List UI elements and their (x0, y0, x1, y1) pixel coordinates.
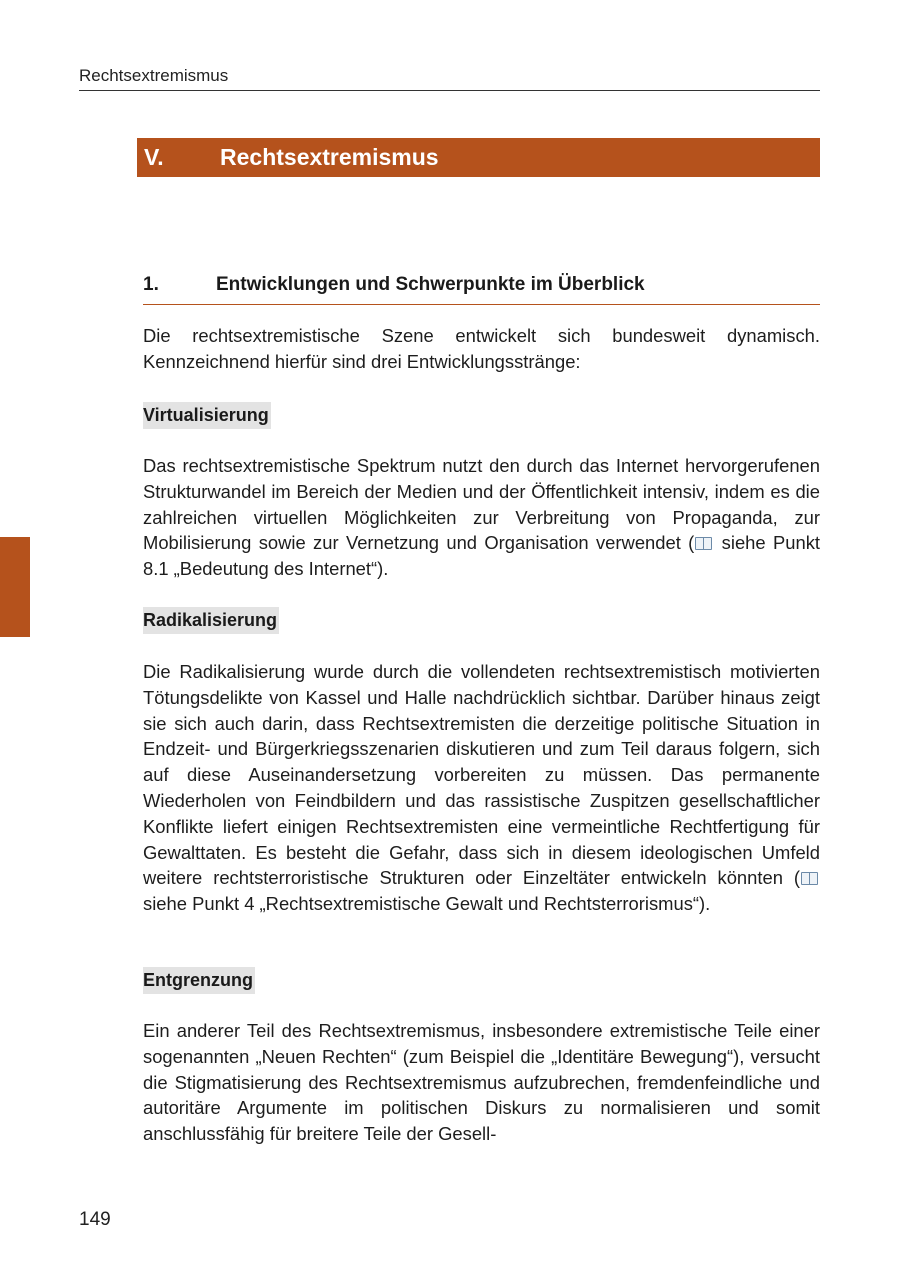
paragraph-text: Das rechtsextremistische Spektrum nutzt den durch das Internet hervorgerufenen Strukturwandel im Bereich der Medien und der Öffentlichkeit intensiv, indem es die zahlreichen virtuellen Möglichkeiten zur Verbreitung von Propaganda, zur Mobilisierung sowie zur Vernetzung und Organisation verwendet ( (143, 455, 820, 554)
header-rule (79, 90, 820, 91)
chapter-number: V. (144, 144, 164, 170)
section-title: Entwicklungen und Schwerpunkte im Überblick (216, 274, 645, 295)
chapter-title: Rechtsextremismus (220, 144, 439, 170)
paragraph-entgrenzung (143, 1018, 820, 1147)
subheading-virtualisierung: Virtualisierung (143, 402, 271, 429)
paragraph-radikalisierung (143, 659, 820, 917)
section-heading (143, 272, 820, 305)
chapter-heading-bar (137, 138, 820, 177)
page-number: 149 (79, 1209, 111, 1230)
subheading-entgrenzung: Entgrenzung (143, 967, 255, 994)
subheading-radikalisierung: Radikalisierung (143, 607, 279, 634)
chapter-side-tab (0, 537, 30, 637)
paragraph-text: Die Radikalisierung wurde durch die vollendeten rechtsextremistisch motivierten Tötungsdelikte von Kassel und Halle nachdrücklich sichtbar. Darüber hinaus zeigt sie sich auch darin, dass Rechtsextremisten die derzeitige politische Situation in Endzeit- und Bürgerkriegsszenarien diskutieren und zum Teil daraus folgern, sich auf diese Auseinandersetzung vorbereiten zu müssen. Das permanente Wiederholen von Feindbildern und das rassistische Zuspitzen gesellschaftlicher Konflikte liefert einigen Rechtsextremisten eine vermeintliche Rechtfertigung für Gewalttaten. Es besteht die Gefahr, dass sich in diesem ideologischen Umfeld weitere rechtsterroristische Strukturen oder Einzeltäter entwickeln könnten ( (143, 661, 820, 889)
running-header: Rechtsextremismus (79, 66, 229, 85)
paragraph-text: Ein anderer Teil des Rechtsextremismus, insbesondere extremistische Teile einer sogenannten „Neuen Rechten“ (zum Beispiel die „Identitäre Bewegung“), versucht die Stigmatisierung des Rechtsextremismus aufzubrechen, fremdenfeindliche und autoritäre Argumente im politischen Diskurs zu normalisieren und somit anschlussfähig für breitere Teile der Gesell- (143, 1020, 820, 1145)
intro-paragraph: Die rechtsextremistische Szene entwickelt sich bundesweit dynamisch. Kennzeichnend hierfür sind drei Entwicklungsstränge: (143, 325, 820, 372)
cross-reference-link[interactable]: siehe Punkt 8.1 „Bedeutung des Internet“). (143, 532, 820, 580)
paragraph-virtualisierung (143, 453, 820, 582)
cross-reference-link[interactable]: siehe Punkt 4 „Rechtsextremistische Gewalt und Rechtsterrorismus“). (143, 893, 711, 915)
book-icon (695, 537, 712, 550)
section-number: 1. (143, 274, 159, 295)
book-icon (801, 872, 818, 885)
